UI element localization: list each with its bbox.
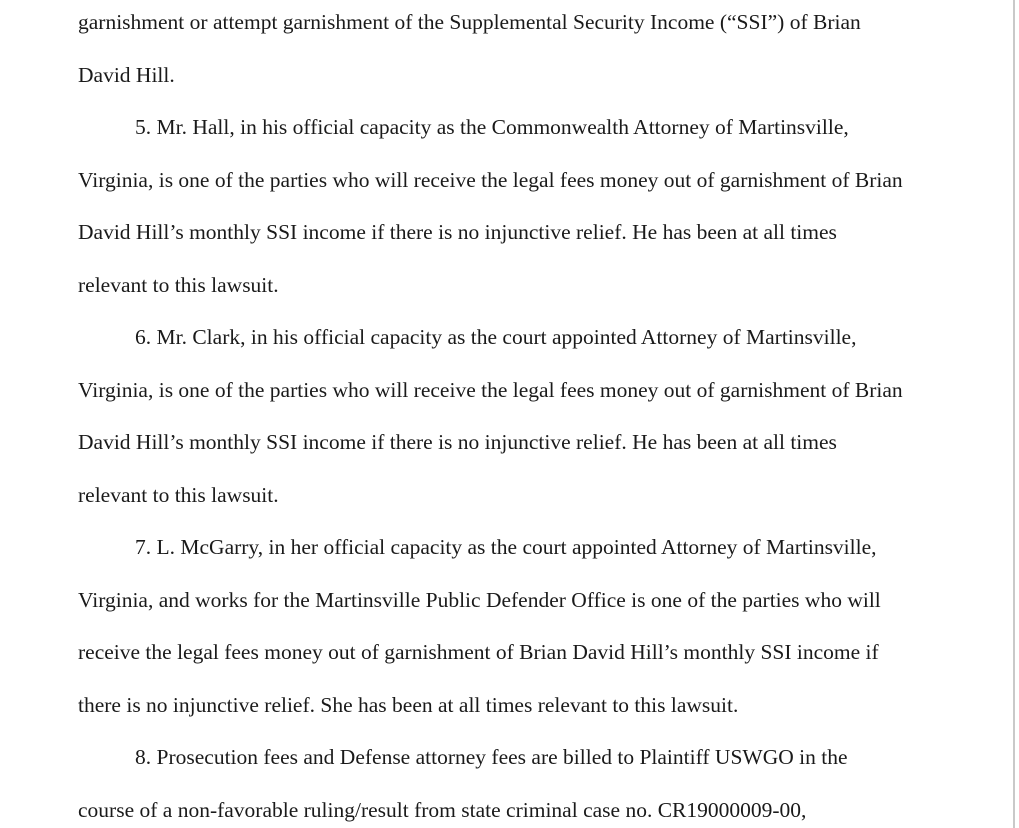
paragraph-5-line-2: Virginia, is one of the parties who will receive the legal fees money out of garnishment of Brian: [78, 168, 903, 192]
paragraph-5-line-4: relevant to this lawsuit.: [78, 273, 279, 297]
paragraph-7-start: 7. L. McGarry, in her official capacity as the court appointed Attorney of Martinsville,: [135, 535, 877, 559]
scan-edge-line: [1013, 0, 1015, 828]
line-continuation-para-4-end: David Hill.: [78, 63, 175, 87]
paragraph-7-line-2: Virginia, and works for the Martinsville Public Defender Office is one of the parties who will: [78, 588, 881, 612]
paragraph-8-line-2: course of a non-favorable ruling/result from state criminal case no. CR19000009-00,: [78, 798, 807, 822]
paragraph-7-line-3: receive the legal fees money out of garnishment of Brian David Hill’s monthly SSI income if: [78, 640, 879, 664]
paragraph-6-line-3: David Hill’s monthly SSI income if there is no injunctive relief. He has been at all times: [78, 430, 837, 454]
paragraph-6-start: 6. Mr. Clark, in his official capacity as the court appointed Attorney of Martinsville,: [135, 325, 857, 349]
paragraph-8-start: 8. Prosecution fees and Defense attorney fees are billed to Plaintiff USWGO in the: [135, 745, 848, 769]
paragraph-6-line-2: Virginia, is one of the parties who will receive the legal fees money out of garnishment of Brian: [78, 378, 903, 402]
paragraph-7-line-4: there is no injunctive relief. She has been at all times relevant to this lawsuit.: [78, 693, 739, 717]
paragraph-5-line-3: David Hill’s monthly SSI income if there is no injunctive relief. He has been at all times: [78, 220, 837, 244]
paragraph-5-start: 5. Mr. Hall, in his official capacity as the Commonwealth Attorney of Martinsville,: [135, 115, 849, 139]
line-continuation-para-4: garnishment or attempt garnishment of the Supplemental Security Income (“SSI”) of Brian: [78, 10, 861, 34]
paragraph-6-line-4: relevant to this lawsuit.: [78, 483, 279, 507]
